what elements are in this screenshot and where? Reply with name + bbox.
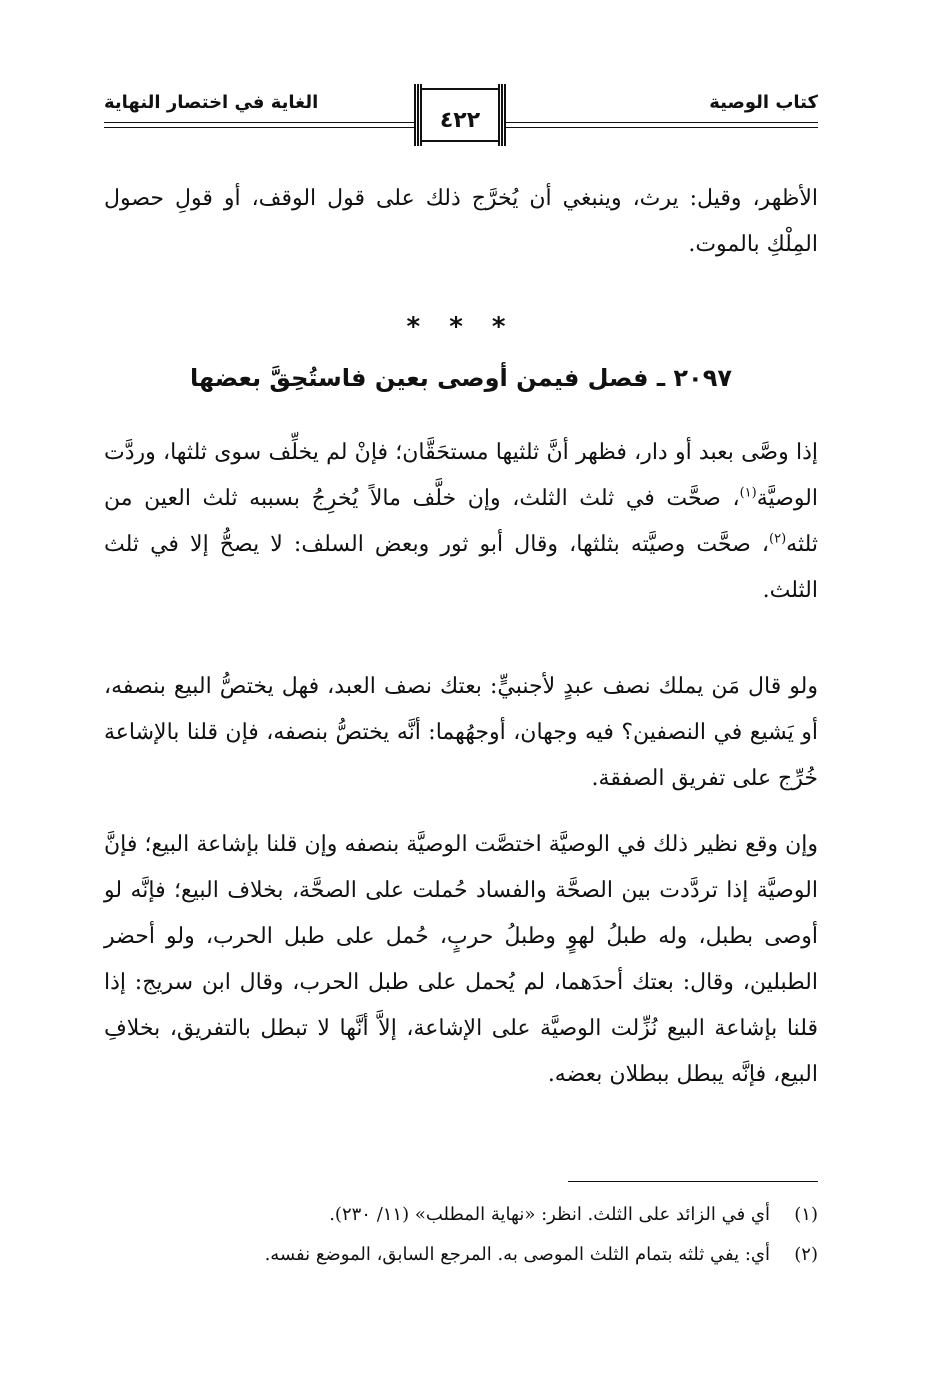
paragraph-3: وإن وقع نظير ذلك في الوصيَّة اختصَّت الوصيَّة بنصفه وإن قلنا بإشاعة البيع؛ فإنَّ الوصيَّة إذا تردَّدت بين الصحَّة والفساد حُملت على الصحَّة، بخلاف البيع؛ فإنَّه لو أوصى بطبل، وله طبلُ لهوٍ وطبلُ حربٍ، حُمل على طبل الحرب، ولو أحضر الطبلين، وقال: بعتك أحدَهما، لم يُحمل على طبل الحرب، وقال ابن سريج: إذا قلنا بإشاعة البيع نُزِّلت الوصيَّة على الإشاعة، إلاَّ أنَّها لا تبطل بالتفريق، بخلافِ البيع، فإنَّه يبطل ببطلان بعضه. bbox=[104, 832, 818, 1087]
footnote-2-text: أي: يفي ثلثه بتمام الثلث الموصى به. المرجع السابق، الموضع نفسه. bbox=[264, 1244, 770, 1265]
paragraph-1-part-c: ، صحَّت وصيَّته بثلثها، وقال أبو ثور وبعض السلف: لا يصحُّ إلا في ثلث الثلث. bbox=[104, 532, 818, 603]
footnote-1 bbox=[104, 1200, 818, 1230]
footnote-2-marker: (٢) bbox=[794, 1244, 818, 1265]
section-heading: ٢٠٩٧ ـ فصل فيمن أوصى بعين فاستُحِقَّ بعضها bbox=[190, 364, 732, 392]
book-page bbox=[104, 84, 818, 1364]
intro-paragraph: الأظهر، وقيل: يرث، وينبغي أن يُخرَّج ذلك على قول الوقف، أو قولِ حصول المِلْكِ بالموت. bbox=[104, 186, 818, 257]
paragraph-1-part-a: إذا وصَّى بعبد أو دار، فظهر أنَّ ثلثيها مستحَقَّان؛ فإنْ لم يخلِّف سوى ثلثها، وردَّت الوصيَّة bbox=[104, 440, 818, 511]
footnote-1-marker: (١) bbox=[794, 1204, 818, 1225]
running-header bbox=[104, 84, 818, 154]
paragraph-1-part-b: ، صحَّت في ثلث الثلث، وإن خلَّف مالاً يُخرِجُ بسببه ثلث العين من ثلثه bbox=[104, 486, 818, 557]
section-separator: * * * bbox=[406, 312, 516, 342]
chapter-title: كتاب الوصية bbox=[709, 92, 818, 113]
page-number: ٤٢٢ bbox=[439, 108, 481, 133]
frame-bottom-line bbox=[422, 140, 498, 142]
page-number-frame bbox=[414, 84, 506, 146]
book-title: الغاية في اختصار النهاية bbox=[104, 92, 319, 113]
footnote-ref-2: (٢) bbox=[769, 531, 787, 547]
footnote-separator bbox=[568, 1181, 818, 1182]
footnote-ref-1: (١) bbox=[739, 485, 757, 501]
frame-top-line bbox=[422, 88, 498, 90]
footnote-1-text: أي في الزائد على الثلث. انظر: «نهاية المطلب» (١١/ ٢٣٠). bbox=[329, 1204, 770, 1225]
footnote-2 bbox=[104, 1240, 818, 1270]
paragraph-2: ولو قال مَن يملك نصف عبدٍ لأجنبيٍّ: بعتك نصف العبد، فهل يختصُّ البيع بنصفه، أو يَشيع في النصفين؟ فيه وجهان، أوجهُهما: أنَّه يختصُّ بنصفه، فإن قلنا بالإشاعة خُرِّج على تفريق الصفقة. bbox=[104, 674, 818, 791]
paragraph-1 bbox=[104, 430, 848, 614]
